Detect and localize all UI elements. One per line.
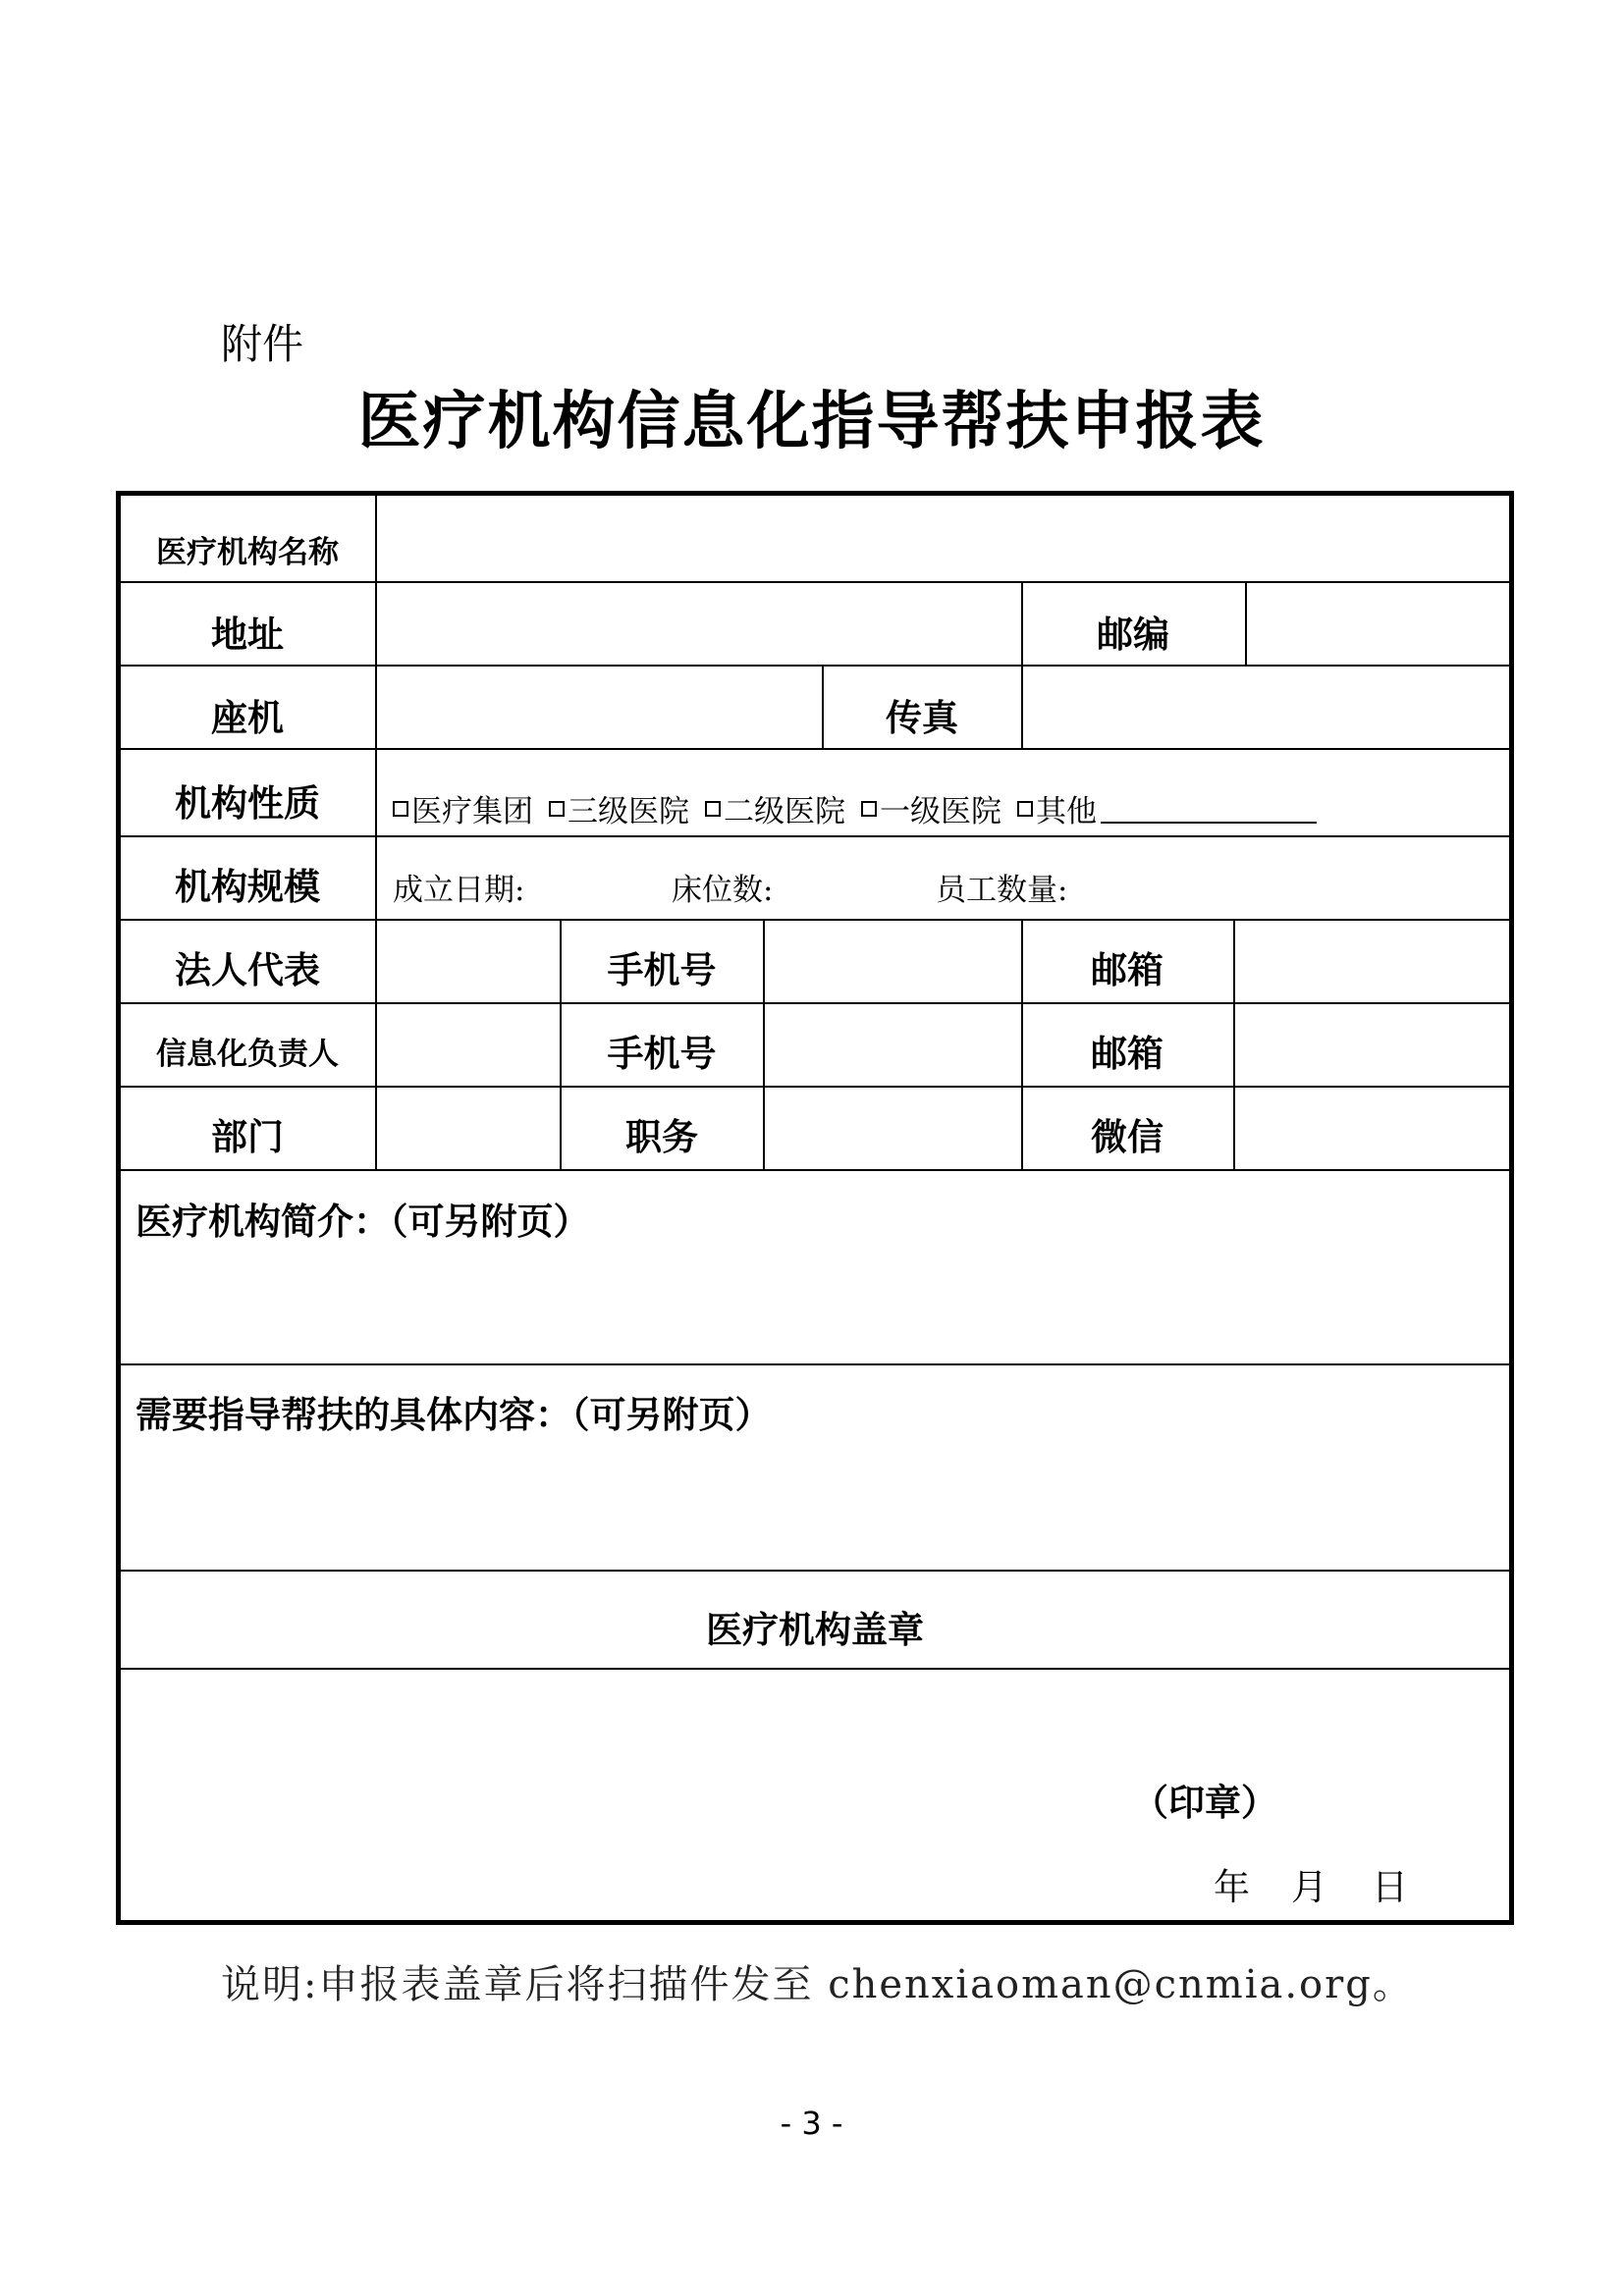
column-divider	[1021, 665, 1023, 748]
nature-option[interactable]: 三级医院	[549, 786, 689, 830]
beds-label: 床位数:	[672, 873, 774, 908]
date-year: 年	[1214, 1866, 1250, 1908]
it-head-email-field[interactable]	[1237, 1005, 1506, 1084]
column-divider	[822, 665, 824, 748]
column-divider	[763, 919, 765, 1169]
nature-options	[393, 786, 1317, 830]
date-month: 月	[1291, 1866, 1327, 1908]
checkbox-icon[interactable]	[393, 801, 408, 817]
mobile-label: 手机号	[607, 949, 717, 991]
checkbox-icon[interactable]	[1017, 801, 1033, 817]
nature-option[interactable]: 二级医院	[705, 786, 845, 830]
scale-label: 机构规模	[175, 866, 320, 908]
fax-label: 传真	[886, 697, 958, 739]
row-divider	[121, 1668, 1509, 1670]
legal-rep-email-field[interactable]	[1237, 922, 1506, 1000]
row-divider	[121, 1570, 1509, 1572]
fax-field[interactable]	[1025, 667, 1506, 746]
intro-textarea[interactable]	[121, 1252, 1509, 1360]
form-title: 医疗机构信息化指导帮扶申报表	[357, 386, 1266, 458]
legal-rep-label: 法人代表	[175, 949, 320, 991]
row-divider	[121, 835, 1509, 837]
date-day: 日	[1372, 1866, 1408, 1908]
email-label: 邮箱	[1091, 1033, 1163, 1075]
row-divider	[121, 919, 1509, 921]
position-label: 职务	[625, 1116, 698, 1158]
row-divider	[121, 1363, 1509, 1365]
mobile-label: 手机号	[607, 1033, 717, 1075]
seal-header: 医疗机构盖章	[706, 1609, 924, 1651]
checkbox-icon[interactable]	[861, 801, 877, 817]
column-divider	[1245, 581, 1247, 665]
it-head-mobile-field[interactable]	[767, 1005, 1019, 1084]
nature-option[interactable]: 医疗集团	[393, 786, 533, 830]
column-divider	[1021, 919, 1023, 1169]
address-label: 地址	[211, 614, 284, 656]
checkbox-icon[interactable]	[705, 801, 721, 817]
other-underline-field[interactable]	[1101, 794, 1317, 824]
page-number: - 3 -	[780, 2105, 843, 2142]
postcode-label: 邮编	[1097, 614, 1169, 656]
attachment-label: 附件	[221, 320, 304, 368]
submission-note: 说明:申报表盖章后将扫描件发至 chenxiaoman@cnmia.org。	[221, 1962, 1414, 2007]
column-divider	[375, 496, 377, 1169]
staff-count-label: 员工数量:	[936, 873, 1068, 908]
institution-name-label: 医疗机构名称	[156, 535, 339, 570]
checkbox-icon[interactable]	[549, 801, 565, 817]
nature-label: 机构性质	[175, 782, 320, 825]
row-divider	[121, 581, 1509, 583]
wechat-field[interactable]	[1237, 1089, 1506, 1167]
department-label: 部门	[211, 1116, 284, 1158]
email-label: 邮箱	[1091, 949, 1163, 991]
legal-rep-mobile-field[interactable]	[767, 922, 1019, 1000]
founding-date-label: 成立日期:	[393, 873, 525, 908]
column-divider	[1233, 919, 1235, 1169]
column-divider	[560, 919, 562, 1169]
needs-textarea[interactable]	[121, 1445, 1509, 1567]
column-divider	[1021, 581, 1023, 665]
seal-mark: （印章）	[1132, 1782, 1277, 1824]
department-field[interactable]	[379, 1089, 558, 1167]
row-divider	[121, 665, 1509, 667]
needs-label: 需要指导帮扶的具体内容：（可另附页）	[135, 1394, 772, 1436]
position-field[interactable]	[767, 1089, 1019, 1167]
postcode-field[interactable]	[1249, 584, 1506, 663]
phone-label: 座机	[211, 697, 284, 739]
row-divider	[121, 748, 1509, 750]
institution-name-field[interactable]	[379, 499, 1506, 579]
legal-rep-field[interactable]	[379, 922, 558, 1000]
row-divider	[121, 1169, 1509, 1171]
nature-option[interactable]: 一级医院	[861, 786, 1001, 830]
it-head-label: 信息化负责人	[156, 1037, 339, 1072]
nature-option[interactable]: 其他	[1017, 786, 1317, 830]
address-field[interactable]	[379, 584, 1019, 663]
row-divider	[121, 1002, 1509, 1004]
it-head-field[interactable]	[379, 1005, 558, 1084]
row-divider	[121, 1086, 1509, 1088]
wechat-label: 微信	[1091, 1116, 1163, 1158]
phone-field[interactable]	[379, 667, 820, 746]
intro-label: 医疗机构简介：（可另附页）	[135, 1201, 590, 1243]
